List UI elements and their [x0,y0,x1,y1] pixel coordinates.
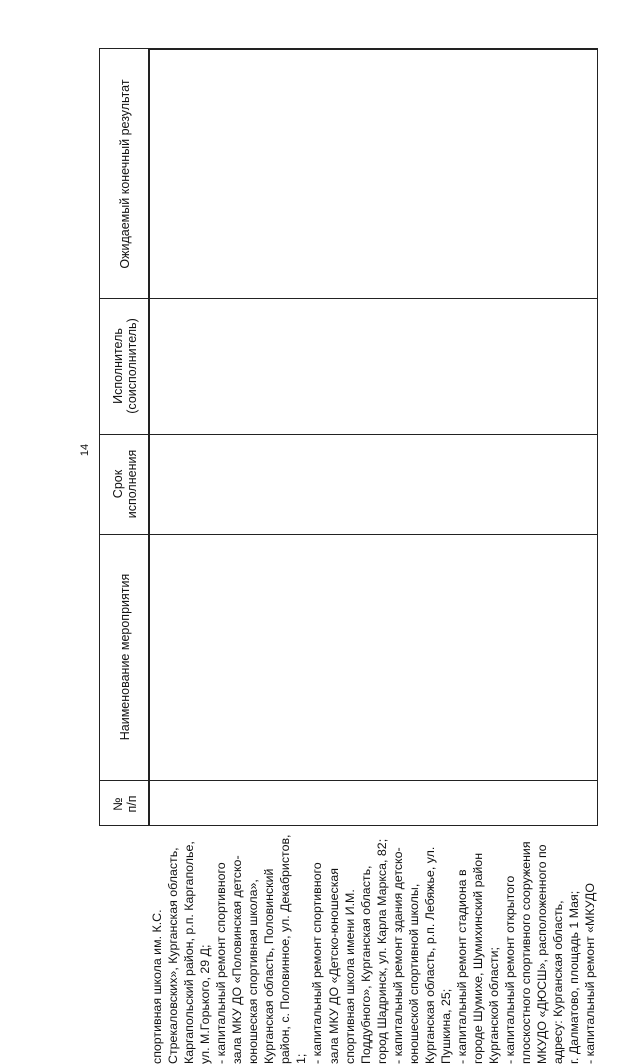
row-result-cell [149,48,598,297]
name-line: Каргапольский район, р.п. Каргаполье, [182,841,197,1064]
header-name: Наименование мероприятия [117,573,132,741]
name-line: - капитальный ремонт спортивного [310,862,325,1064]
name-line: - капитальный ремонт стадиона в [454,869,469,1064]
name-line: ул. М.Горького, 29 Д; [198,944,213,1064]
row-term-cell [149,433,598,533]
table-header-row [99,48,148,826]
name-line: городе Шумихе, Шумихинский район [470,852,485,1064]
header-num: № п/п [110,794,139,813]
row-name-cell [149,533,598,1064]
name-line: - капитальный ремонт спортивного [214,862,229,1064]
name-line: спортивная школа им. К.С. [150,909,164,1064]
name-line: МКУДО «ДЮСШ», расположенного по [535,844,550,1064]
header-result: Ожидаемый конечный результат [117,78,132,269]
name-line: адресу: Курганская область, [551,900,566,1064]
name-line: зала МКУ ДО «Половинская детско- [230,855,245,1064]
name-line: - капитальный ремонт здания детско- [390,847,405,1064]
name-line: зала МКУ ДО «Детско-юношеская [326,867,341,1064]
name-line: - капитальный ремонт открытого [503,875,518,1064]
name-line: плоскостного спортивного сооружения [519,841,534,1064]
name-line: Курганской области; [486,947,501,1064]
name-line: район, с. Половинное, ул. Декабристов, [278,834,293,1064]
page-number: 14 [79,443,91,457]
row-name-text [149,635,598,1064]
name-line: - капитальный ремонт «МКУДО [583,882,598,1064]
name-line: Курганская область, р.п. Лебяжье, ул. [422,846,437,1064]
name-line: Пушкина, 25; [438,988,453,1064]
name-line: Поддубного», Курганская область, [358,865,373,1064]
row-num-cell [149,778,598,825]
header-executor: Исполнитель (соисполнитель) [110,318,139,414]
name-line: юношеская спортивная школа», [246,879,261,1064]
row-executor-cell [149,297,598,433]
name-line: г. Далматово, площадь 1 Мая; [567,890,582,1064]
name-line: юношеской спортивной школы, [406,883,421,1064]
header-term: Срок исполнения [110,449,139,519]
name-line: 1; [294,1053,309,1064]
name-line: Курганская область, Половинский [262,868,277,1064]
name-line: город Шадринск, ул. Карла Маркса, 82; [374,838,389,1064]
name-line: спортивная школа имени И.М. [342,889,357,1064]
name-line: Стрекаловских», Курганская область, [166,847,181,1064]
